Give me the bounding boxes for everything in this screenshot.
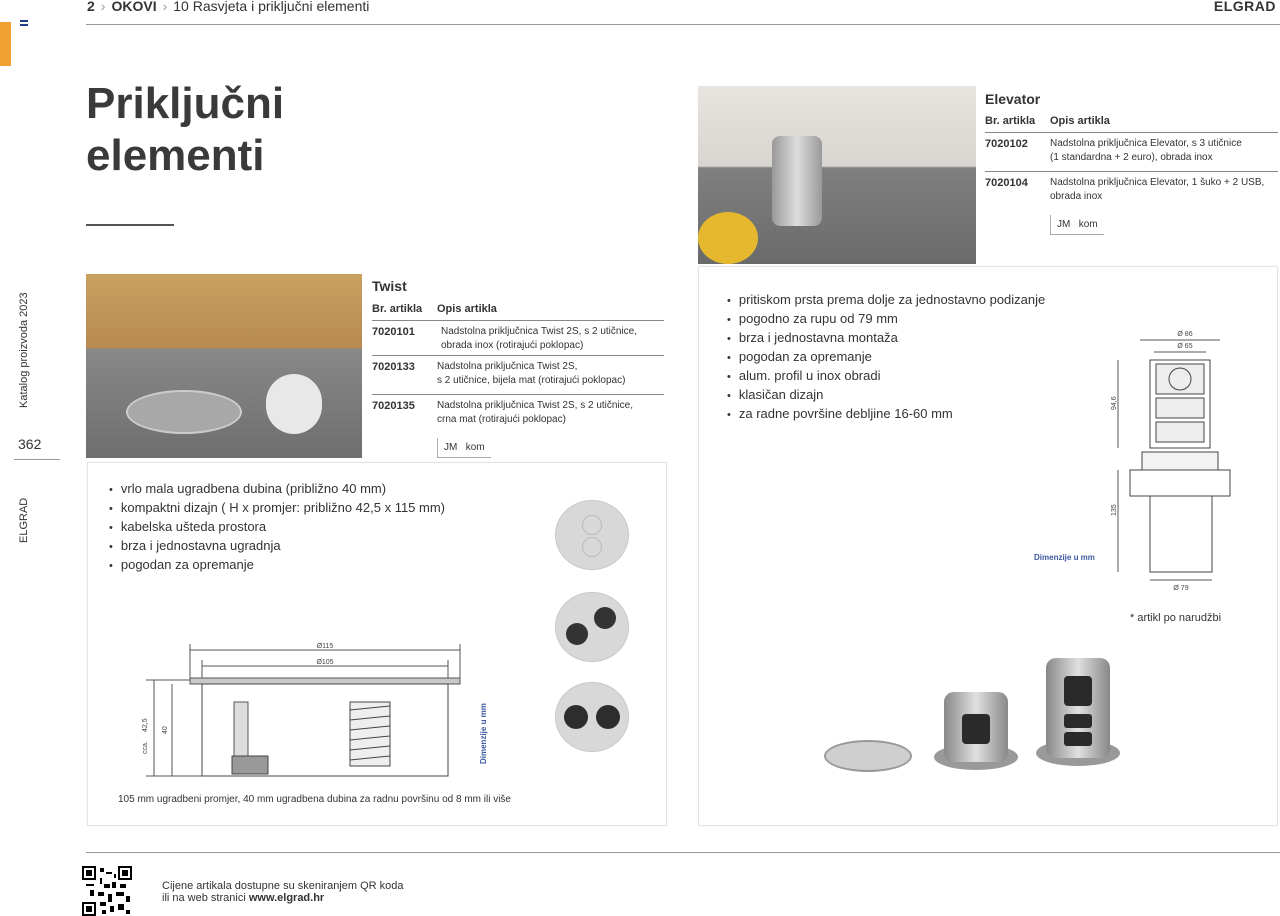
col-desc-header: Opis artikla	[437, 303, 497, 315]
footer-text	[162, 880, 404, 904]
sidebar-brand: ELGRAD	[18, 497, 30, 543]
twist-cover-open	[555, 682, 629, 752]
table-row	[372, 320, 664, 355]
list-item: • pogodan za opremanje	[109, 556, 445, 575]
dim-outer: Ø115	[316, 643, 334, 650]
list-item: • kompaktni dizajn ( H x promjer: približno 42,5 x 115 mm)	[109, 499, 445, 518]
list-item: • klasičan dizajn	[727, 386, 1045, 405]
title-underline	[86, 224, 174, 226]
twist-table	[372, 320, 664, 433]
title-line2: elementi	[86, 131, 265, 180]
dim-79: Ø 79	[1173, 585, 1189, 592]
table-row	[985, 132, 1278, 171]
elevator-photo	[698, 86, 976, 264]
breadcrumb	[87, 0, 369, 14]
header-divider	[86, 24, 1280, 25]
product-code: 7020133	[372, 361, 415, 373]
catalog-label: Katalog proizvoda 2023	[18, 292, 30, 408]
dim-inner: Ø105	[316, 659, 334, 666]
list-item: • vrlo mala ugradbena dubina (približno 40 mm)	[109, 480, 445, 499]
breadcrumb-num2: 10	[173, 0, 189, 14]
breadcrumb-section[interactable]: OKOVI	[111, 0, 157, 14]
dim-label: Dimenzije u mm	[479, 703, 488, 764]
list-item: • brza i jednostavna ugradnja	[109, 537, 445, 556]
page-number: 362	[18, 436, 42, 452]
col-code-header: Br. artikla	[372, 303, 423, 315]
table-row	[985, 171, 1278, 210]
twist-cover-white	[555, 500, 629, 570]
dim-h1: 42,5	[142, 718, 149, 732]
elevator-dimension-drawing	[1030, 326, 1240, 596]
twist-title: Twist	[372, 278, 407, 294]
twist-table-header	[372, 303, 664, 315]
twist-cover-half-open	[555, 592, 629, 662]
jm-label: JM	[444, 442, 458, 453]
col-desc-header: Opis artikla	[1050, 115, 1110, 127]
qr-code-icon[interactable]	[82, 866, 132, 916]
product-code: 7020135	[372, 400, 415, 412]
dim-ca: cca.	[142, 741, 149, 754]
product-code: 7020104	[985, 177, 1028, 189]
footer-line1: Cijene artikala dostupne su skeniranjem QR koda	[162, 880, 404, 892]
list-item: • pogodan za opremanje	[727, 348, 1045, 367]
brand-logo-text: ELGRAD	[1213, 0, 1276, 14]
breadcrumb-num: 2	[87, 0, 95, 14]
col-code-header: Br. artikla	[985, 115, 1036, 127]
table-row	[372, 355, 664, 394]
list-item: • alum. profil u inox obradi	[727, 367, 1045, 386]
dim-135: 135	[1111, 504, 1118, 516]
chevron-right-icon: ›	[100, 0, 106, 14]
elevator-title: Elevator	[985, 91, 1041, 107]
dim-65: Ø 65	[1177, 343, 1193, 350]
dim-86: Ø 86	[1177, 331, 1193, 338]
product-code: 7020102	[985, 138, 1028, 150]
elevator-unit	[1050, 215, 1104, 235]
sidebar-divider	[14, 459, 60, 460]
page-title	[86, 78, 386, 182]
list-item: • za radne površine debljine 16-60 mm	[727, 405, 1045, 424]
table-row	[372, 394, 664, 433]
dim-h2: 40	[162, 726, 169, 734]
elevator-small-render	[944, 692, 1008, 762]
breadcrumb-subsection[interactable]: Rasvjeta i priključni elementi	[192, 0, 370, 14]
product-desc: Nadstolna priključnica Twist 2S, s 2 utičnice, crna mat (rotirajući poklopac)	[437, 400, 634, 425]
twist-unit	[437, 438, 491, 458]
jm-label: JM	[1057, 219, 1071, 230]
elevator-table	[985, 132, 1278, 210]
product-desc: Nadstolna priključnica Elevator, s 3 utičnice (1 standardna + 2 euro), obrada inox	[1050, 138, 1242, 163]
footer-divider	[86, 852, 1280, 853]
flag-icon	[20, 20, 28, 26]
title-line1: Priključni	[86, 79, 285, 128]
dim-946: 94,6	[1111, 396, 1118, 410]
product-desc: Nadstolna priključnica Elevator, 1 šuko + 2 USB, obrada inox	[1050, 177, 1265, 202]
footer-line2-prefix: ili na web stranici	[162, 892, 249, 904]
elevator-tall-render	[1046, 658, 1110, 758]
elevator-closed-render	[824, 740, 912, 772]
chevron-right-icon: ›	[162, 0, 168, 14]
product-desc: Nadstolna priključnica Twist 2S, s 2 utičnice, bijela mat (rotirajući poklopac)	[437, 361, 626, 386]
twist-caption: 105 mm ugradbeni promjer, 40 mm ugradbena dubina za radnu površinu od 8 mm ili više	[118, 794, 511, 805]
list-item: • brza i jednostavna montaža	[727, 329, 1045, 348]
list-item: • pogodno za rupu od 79 mm	[727, 310, 1045, 329]
elevator-table-header	[985, 115, 1278, 127]
side-accent	[0, 22, 11, 66]
elevator-features	[727, 291, 1045, 424]
list-item: • pritiskom prsta prema dolje za jednostavno podizanje	[727, 291, 1045, 310]
dim-label: Dimenzije u mm	[1034, 553, 1095, 562]
order-note: * artikl po narudžbi	[1130, 612, 1222, 624]
twist-photo	[86, 274, 362, 458]
product-code: 7020101	[372, 326, 415, 338]
unit-value: kom	[1078, 219, 1098, 230]
product-desc: Nadstolna priključnica Twist 2S, s 2 utičnice, obrada inox (rotirajući poklopac)	[441, 326, 638, 351]
website-link[interactable]: www.elgrad.hr	[248, 892, 325, 904]
twist-features	[109, 480, 445, 575]
twist-dimension-drawing	[136, 636, 496, 784]
unit-value: kom	[465, 442, 485, 453]
list-item: • kabelska ušteda prostora	[109, 518, 445, 537]
